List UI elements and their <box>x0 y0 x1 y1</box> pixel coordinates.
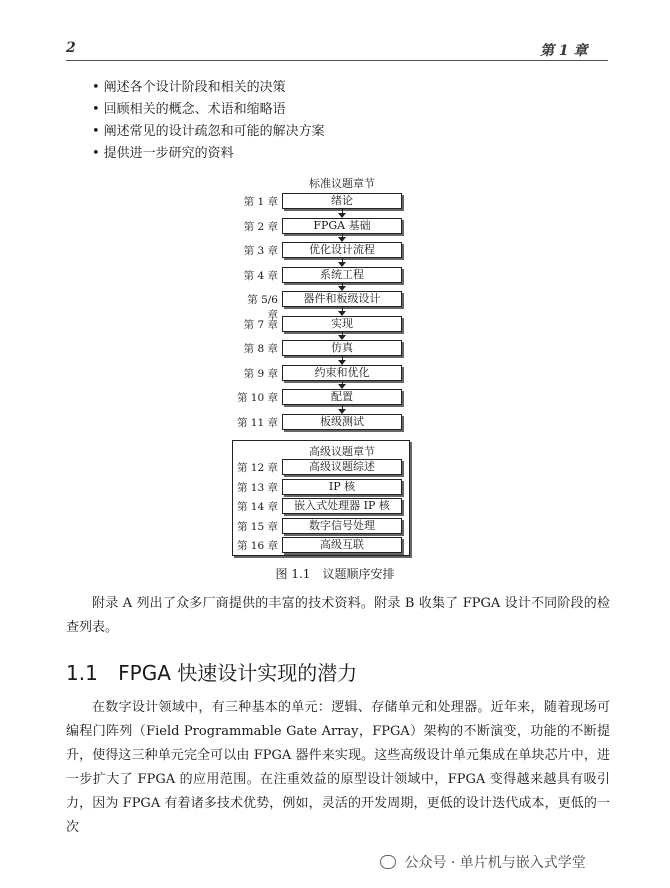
bullet-item: • 提供进一步研究的资料 <box>92 144 234 164</box>
topic-box: 板级测试 <box>282 414 402 430</box>
topic-box: 绪论 <box>282 193 402 209</box>
chapter-label: 第 2 章 <box>243 220 278 233</box>
chapter-label: 第 15 章 <box>236 520 278 533</box>
topic-box: 嵌入式处理器 IP 核 <box>282 498 402 514</box>
chapter-label: 第 7 章 <box>243 318 278 331</box>
wechat-icon <box>380 855 396 869</box>
chapter-label: 第 3 章 <box>243 245 278 257</box>
section-heading <box>66 657 357 686</box>
topic-box: 数字信号处理 <box>282 518 402 534</box>
topic-box: 优化设计流程 <box>282 242 402 258</box>
chapter-label: 第 11 章 <box>236 416 278 429</box>
topic-box: FPGA 基础 <box>282 218 402 234</box>
topic-box: 高级议题综述 <box>282 459 402 475</box>
advanced-topics-title: 高级议题章节 <box>309 445 375 458</box>
section-number: 1.1 <box>66 661 98 685</box>
figure-caption: 图 1.1 议题顺序安排 <box>275 567 395 581</box>
chapter-label: 第 8 章 <box>243 343 278 355</box>
topic-box: 实现 <box>282 316 402 332</box>
chapter-label: 第 1 章 <box>243 196 278 208</box>
topic-box: 高级互联 <box>282 537 402 553</box>
chapter-label: 第 10 章 <box>236 392 278 404</box>
header-rule <box>66 60 608 61</box>
topic-box: 配置 <box>282 389 402 405</box>
topic-box: 系统工程 <box>282 267 402 283</box>
bullet-item: • 回顾相关的概念、术语和缩略语 <box>92 100 286 120</box>
body-paragraph: 在数字设计领域中，有三种基本的单元：逻辑、存储单元和处理器。近年来，随着现场可编程门阵列（Field Programmable Gate Array，FPGA）架构的不断演变，功能的不断提升，使得这三种单元完全可以由 FPGA 器件来实现。这些高级设计单元集成在单块芯片中，进一步扩大了 FPGA 的应用范围。在注重效益的原型设计领域中，FPGA 变得越来越具有吸引力，因为 FPGA 有着诸多技术优势，例如，灵活的开发周期，更低的设计迭代成本，更低的一次 <box>66 700 610 835</box>
bullet-item: • 阐述各个设计阶段和相关的决策 <box>92 78 286 98</box>
chapter-label: 第 16 章 <box>236 540 278 552</box>
chapter-label: 第 14 章 <box>236 501 278 513</box>
topic-box: IP 核 <box>282 479 402 495</box>
appendix-paragraph: 附录 A 列出了众多厂商提供的丰富的技术资料。附录 B 收集了 FPGA 设计不同阶段的检查列表。 <box>66 596 610 635</box>
page-number: 2 <box>66 40 76 56</box>
chapter-label: 第 4 章 <box>243 269 278 282</box>
topic-box: 器件和板级设计 <box>282 291 402 307</box>
watermark-text: 公众号 · 单片机与嵌入式学堂 <box>404 855 586 871</box>
chapter-label: 第 12 章 <box>236 462 278 474</box>
chapter-header: 第 1 章 <box>540 43 588 59</box>
chapter-label: 第 9 章 <box>243 367 278 380</box>
standard-topics-title: 标准议题章节 <box>309 177 375 190</box>
watermark <box>380 852 586 872</box>
bullet-item: • 阐述常见的设计疏忽和可能的解决方案 <box>92 122 325 142</box>
topic-box: 仿真 <box>282 340 402 356</box>
chapter-label: 第 13 章 <box>236 481 278 494</box>
chapter-label: 第 5/6 章 <box>247 294 278 321</box>
topic-box: 约束和优化 <box>282 365 402 381</box>
section-title: FPGA 快速设计实现的潜力 <box>118 661 358 685</box>
